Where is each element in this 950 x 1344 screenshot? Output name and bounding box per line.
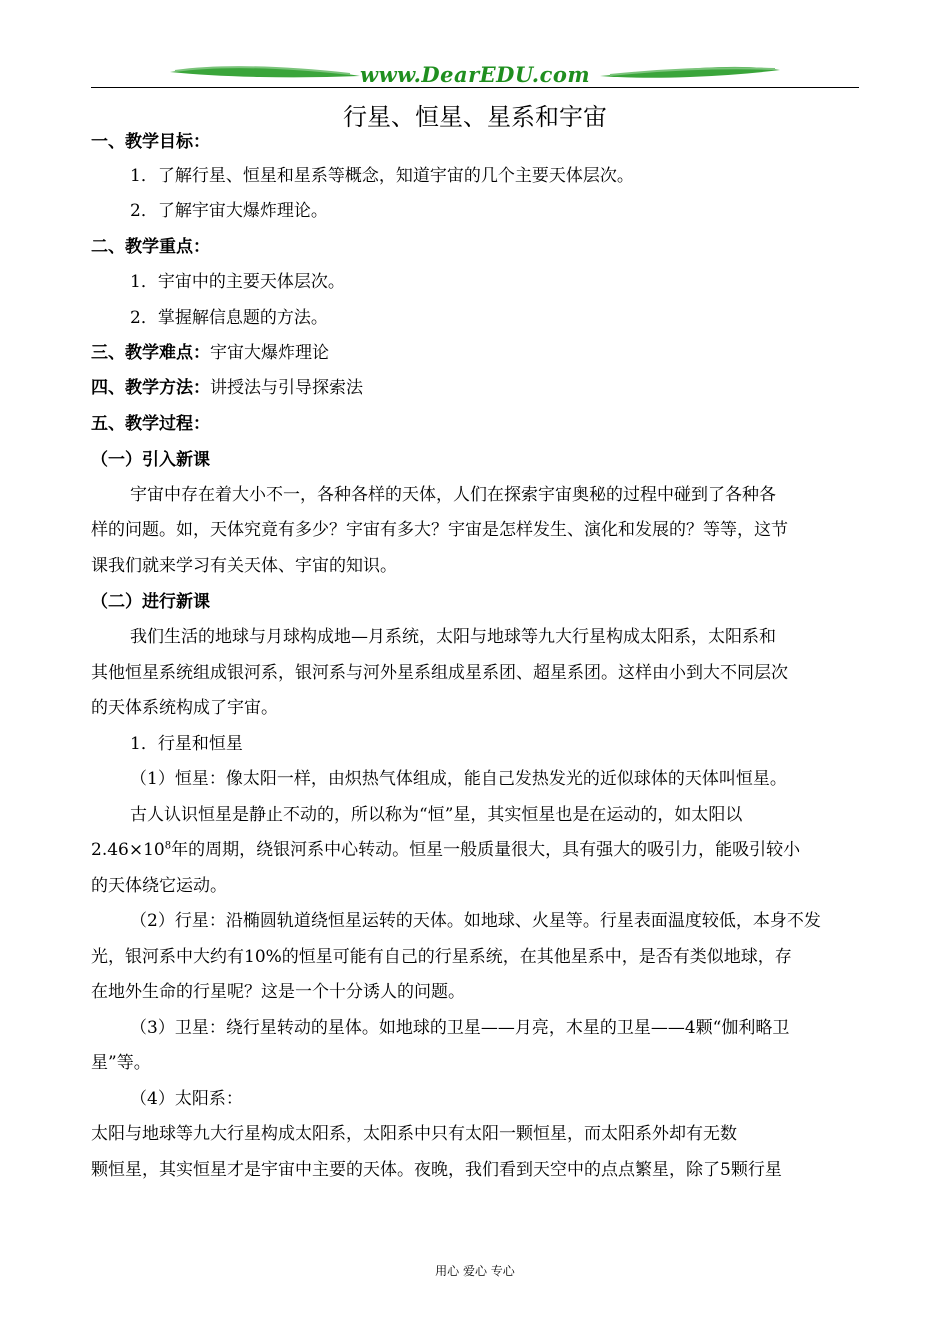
list-item: 1．了解行星、恒星和星系等概念，知道宇宙的几个主要天体层次。 [130, 166, 634, 186]
site-logo: www.DearEDU.com [360, 62, 591, 87]
paragraph-line: 宇宙中存在着大小不一，各种各样的天体，人们在探索宇宙奥秘的过程中碰到了各种各 [130, 485, 776, 505]
paragraph-line: 古人认识恒星是静止不动的，所以称为“恒”星，其实恒星也是在运动的，如太阳以 [130, 805, 743, 825]
list-item: 1．宇宙中的主要天体层次。 [130, 272, 345, 292]
section-label: 三、教学难点： [91, 343, 210, 363]
paragraph-line: 星”等。 [91, 1053, 151, 1073]
paragraph-line: 课我们就来学习有关天体、宇宙的知识。 [91, 556, 397, 576]
paragraph-line: （1）恒星：像太阳一样，由炽热气体组成，能自己发热发光的近似球体的天体叫恒星。 [130, 769, 787, 789]
paragraph-line: 其他恒星系统组成银河系，银河系与河外星系组成星系团、超星系团。这样由小到大不同层次 [91, 663, 788, 683]
subsection-heading: （一）引入新课 [91, 450, 210, 470]
paragraph-line: （2）行星：沿椭圆轨道绕恒星运转的天体。如地球、火星等。行星表面温度较低，本身不发 [130, 911, 821, 931]
section-heading [91, 341, 329, 365]
header-rule [91, 87, 859, 88]
page-title: 行星、恒星、星系和宇宙 [343, 103, 607, 131]
list-item: 2．掌握解信息题的方法。 [130, 308, 328, 328]
paragraph-line: 在地外生命的行星呢？这是一个十分诱人的问题。 [91, 982, 465, 1002]
paragraph-line: （3）卫星：绕行星转动的星体。如地球的卫星——月亮，木星的卫星——4颗“伽利略卫 [130, 1018, 790, 1038]
section-heading: 五、教学过程： [91, 414, 210, 434]
list-item: （4）太阳系： [130, 1089, 243, 1109]
paragraph-line [91, 838, 800, 862]
section-value: 宇宙大爆炸理论 [210, 343, 329, 363]
text-run: 2.46×10 [91, 840, 165, 860]
paragraph-line: 样的问题。如，天体究竟有多少？宇宙有多大？宇宙是怎样发生、演化和发展的？等等，这节 [91, 520, 788, 540]
paragraph-line: 我们生活的地球与月球构成地—月系统，太阳与地球等九大行星构成太阳系，太阳系和 [130, 627, 776, 647]
section-value: 讲授法与引导探索法 [210, 378, 363, 398]
section-heading: 二、教学重点： [91, 237, 210, 257]
section-label: 四、教学方法： [91, 378, 210, 398]
paragraph-line: 光，银河系中大约有10%的恒星可能有自己的行星系统，在其他星系中，是否有类似地球，存 [91, 947, 792, 967]
section-heading [91, 376, 363, 400]
paragraph-line: 颗恒星，其实恒星才是宇宙中主要的天体。夜晚，我们看到天空中的点点繁星，除了5颗行星 [91, 1160, 782, 1180]
list-item: 1．行星和恒星 [130, 734, 243, 754]
superscript: 8 [164, 840, 172, 852]
paragraph-line: 的天体系统构成了宇宙。 [91, 698, 278, 718]
subsection-heading: （二）进行新课 [91, 592, 210, 612]
page-footer: 用心 爱心 专心 [435, 1264, 515, 1278]
section-heading: 一、教学目标： [91, 132, 210, 152]
list-item: 2．了解宇宙大爆炸理论。 [130, 201, 328, 221]
paragraph-line: 太阳与地球等九大行星构成太阳系，太阳系中只有太阳一颗恒星，而太阳系外却有无数 [91, 1124, 737, 1144]
paragraph-line: 的天体绕它运动。 [91, 876, 227, 896]
text-run: 年的周期，绕银河系中心转动。恒星一般质量很大，具有强大的吸引力，能吸引较小 [171, 840, 801, 860]
